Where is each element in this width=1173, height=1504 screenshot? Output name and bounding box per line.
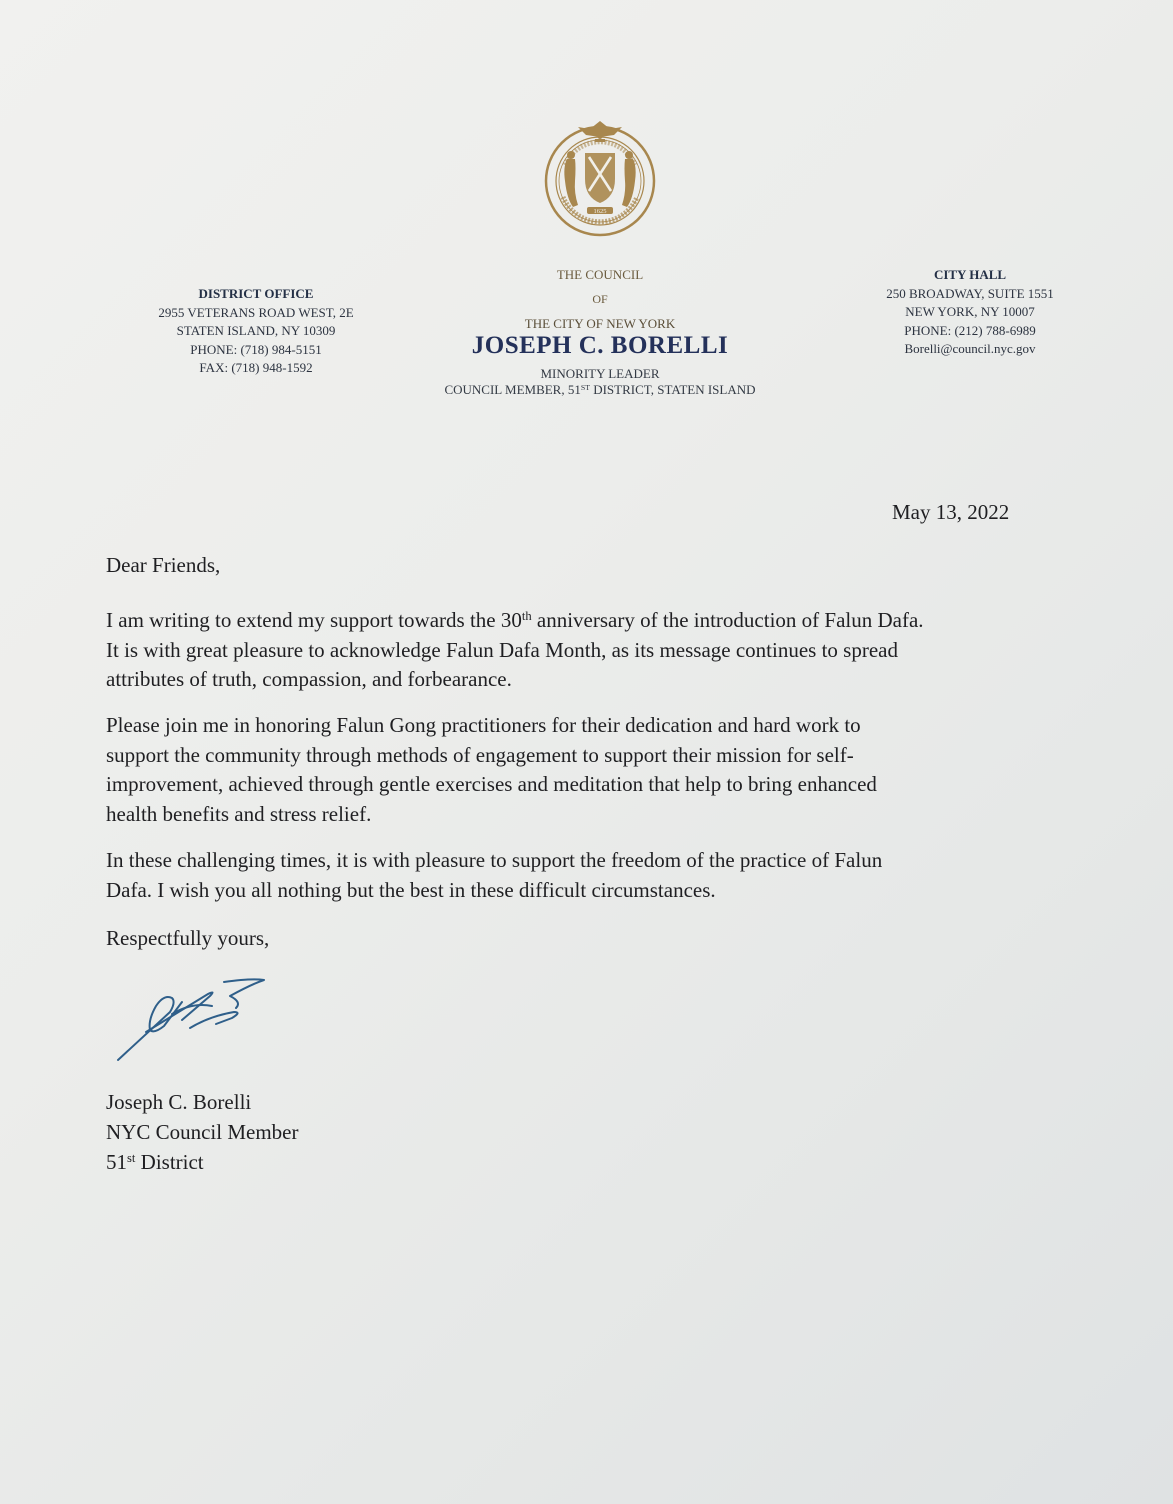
nyc-council-seal-icon — [543, 115, 657, 239]
district-office-block — [126, 285, 386, 378]
signer-district: 51st District — [106, 1150, 204, 1174]
signer-name: Joseph C. Borelli — [106, 1090, 252, 1114]
district-office-heading: DISTRICT OFFICE — [198, 286, 314, 301]
closing: Respectfully yours, — [106, 926, 270, 950]
city-hall-address-line2: NEW YORK, NY 10007 — [905, 304, 1035, 319]
signer-title: NYC Council Member — [106, 1120, 299, 1144]
paragraph-2-line4: health benefits and stress relief. — [106, 801, 372, 826]
district-office-address-line2: STATEN ISLAND, NY 10309 — [176, 323, 336, 338]
council-title-line2: OF — [592, 292, 608, 306]
council-member-name: JOSEPH C. BORELLI — [471, 332, 729, 359]
paragraph-2-line2: support the community through methods of engagement to support their mission for self- — [106, 742, 854, 767]
district-office-fax: FAX: (718) 948-1592 — [199, 360, 313, 375]
paragraph-1 — [106, 606, 1066, 695]
district-office-address-line1: 2955 VETERANS ROAD WEST, 2E — [158, 304, 354, 320]
paragraph-2-line1: Please join me in honoring Falun Gong practitioners for their dedication and hard work to — [106, 713, 861, 737]
city-hall-block — [855, 266, 1085, 359]
svg-text:1625: 1625 — [593, 208, 607, 215]
council-title-line1: THE COUNCIL — [556, 267, 644, 282]
paragraph-3-line1: In these challenging times, it is with pleasure to support the freedom of the practice of Falun — [106, 848, 883, 872]
salutation: Dear Friends, — [106, 553, 221, 577]
city-hall-email: Borelli@council.nyc.gov — [904, 341, 1036, 356]
council-member-role: MINORITY LEADER — [540, 366, 660, 381]
council-title-line3: THE CITY OF NEW YORK — [524, 316, 676, 331]
city-hall-phone: PHONE: (212) 788-6989 — [904, 322, 1036, 338]
city-hall-address-line1: 250 BROADWAY, SUITE 1551 — [886, 285, 1054, 301]
paragraph-3-line2: Dafa. I wish you all nothing but the best in these difficult circumstances. — [106, 877, 716, 902]
district-office-phone: PHONE: (718) 984-5151 — [190, 341, 322, 357]
city-hall-heading: CITY HALL — [933, 267, 1007, 282]
paragraph-3 — [106, 846, 1066, 905]
paragraph-1-line1: I am writing to extend my support towards the 30th anniversary of the introduction of Falun Dafa. — [106, 608, 924, 632]
paragraph-2-line3: improvement, achieved through gentle exercises and meditation that help to bring enhanced — [106, 772, 877, 796]
signer-block — [106, 1087, 298, 1177]
paragraph-2 — [106, 711, 1066, 829]
handwritten-signature-icon — [112, 972, 272, 1064]
paragraph-1-line3: attributes of truth, compassion, and forbearance. — [106, 667, 512, 691]
paragraph-1-line2: It is with great pleasure to acknowledge Falun Dafa Month, as its message continues to spread — [106, 637, 898, 662]
council-member-title: COUNCIL MEMBER, 51ST DISTRICT, STATEN ISLAND — [444, 382, 756, 397]
letter-date: May 13, 2022 — [892, 500, 1010, 524]
